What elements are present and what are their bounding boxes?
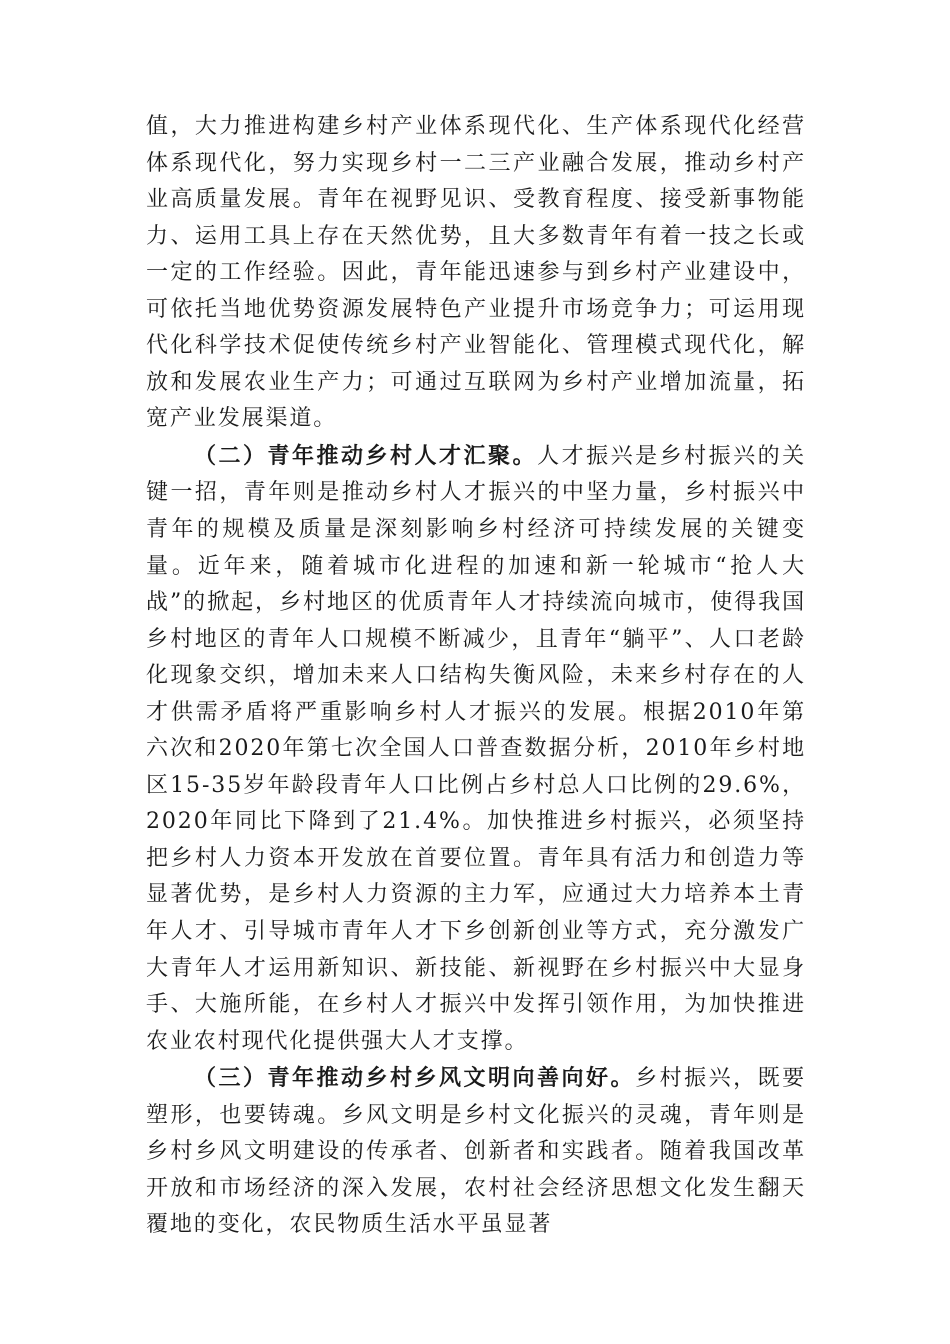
paragraph-2-text: 人才振兴是乡村振兴的关键一招，青年则是推动乡村人才振兴的中坚力量，乡村振兴中青年的规模及质量是深刻影响乡村经济可持续发展的关键变量。近年来，随着城市化进程的加速和新一轮城市“抢人大战”的掀起，乡村地区的优质青年人才持续流向城市，使得我国乡村地区的青年人口规模不断减少，且青年“躺平”、人口老龄化现象交织，增加未来人口结构失衡风险，未来乡村存在的人才供需矛盾将严重影响乡村人才振兴的发展。根据2010年第六次和2020年第七次全国人口普查数据分析，2010年乡村地区15-35岁年龄段青年人口比例占乡村总人口比例的29.6%，2020年同比下降到了21.4%。加快推进乡村振兴，必须坚持把乡村人力资本开发放在首要位置。青年具有活力和创造力等显著优势，是乡村人力资源的主力军，应通过大力培养本土青年人才、引导城市青年人才下乡创新创业等方式，充分激发广大青年人才运用新知识、新技能、新视野在乡村振兴中大显身手、大施所能，在乡村人才振兴中发挥引领作用，为加快推进农业农村现代化提供强大人才支撑。 xyxy=(146,443,806,1054)
paragraph-3 xyxy=(146,1060,806,1244)
document-body xyxy=(146,108,806,1244)
paragraph-2-heading: （二）青年推动乡村人才汇聚。 xyxy=(194,442,538,469)
paragraph-1-text: 值，大力推进构建乡村产业体系现代化、生产体系现代化经营体系现代化，努力实现乡村一二三产业融合发展，推动乡村产业高质量发展。青年在视野见识、受教育程度、接受新事物能力、运用工具上存在天然优势，且大多数青年有着一技之长或一定的工作经验。因此，青年能迅速参与到乡村产业建设中，可依托当地优势资源发展特色产业提升市场竞争力；可运用现代化科学技术促使传统乡村产业智能化、管理模式现代化，解放和发展农业生产力；可通过互联网为乡村产业增加流量，拓宽产业发展渠道。 xyxy=(146,114,806,432)
paragraph-3-heading: （三）青年推动乡村乡风文明向善向好。 xyxy=(194,1065,636,1092)
paragraph-1 xyxy=(146,108,806,438)
paragraph-2 xyxy=(146,438,806,1060)
paragraph-3-text: 乡村振兴，既要塑形，也要铸魂。乡风文明是乡村文化振兴的灵魂，青年则是乡村乡风文明建设的传承者、创新者和实践者。随着我国改革开放和市场经济的深入发展，农村社会经济思想文化发生翻天覆地的变化，农民物质生活水平虽显著 xyxy=(146,1066,806,1238)
